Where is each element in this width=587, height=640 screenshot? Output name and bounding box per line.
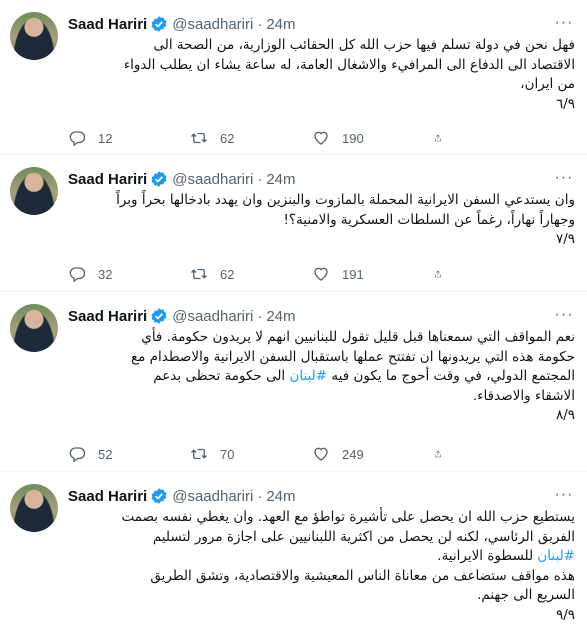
share-icon <box>434 445 442 463</box>
hashtag-link[interactable]: #لبنان <box>289 368 328 384</box>
avatar[interactable] <box>10 167 58 215</box>
reply-count: 32 <box>98 266 113 282</box>
tweet-header <box>68 169 296 189</box>
tweet-2[interactable] <box>0 155 587 292</box>
verified-icon <box>150 307 168 325</box>
tweet-header <box>68 14 296 34</box>
like-count: 249 <box>342 446 364 462</box>
hashtag-link[interactable]: #لبنان <box>537 548 575 564</box>
tweet-text <box>68 191 575 250</box>
tweet-line-head: المجتمع الدولي، في وقت أحوج ما يكون فيه <box>331 368 575 384</box>
more-icon[interactable]: ··· <box>554 306 574 323</box>
avatar[interactable] <box>10 12 58 60</box>
author-handle[interactable]: @saadhariri <box>172 170 254 188</box>
retweet-icon <box>190 265 208 283</box>
like-button[interactable] <box>312 445 434 463</box>
tweet-time[interactable]: 24m <box>266 307 296 325</box>
separator-dot: · <box>257 15 263 33</box>
author-handle[interactable]: @saadhariri <box>172 15 254 33</box>
verified-icon <box>150 15 168 33</box>
like-button[interactable] <box>312 265 434 283</box>
tweet-actions <box>68 264 548 284</box>
tweet-text <box>68 36 575 114</box>
author-handle[interactable]: @saadhariri <box>172 307 254 325</box>
tweet-line: السريع الى جهنم. <box>477 587 575 603</box>
tweet-4[interactable] <box>0 472 587 640</box>
retweet-button[interactable] <box>190 445 312 463</box>
tweet-line <box>68 547 575 567</box>
retweet-icon <box>190 445 208 463</box>
verified-icon <box>150 170 168 188</box>
more-icon[interactable]: ··· <box>554 14 574 31</box>
reply-count: 12 <box>98 130 113 146</box>
tweet-line: حكومة هذه التي يريدونها ان تفتتح عملها باستقبال السفن الايرانية والاصطدام مع <box>130 348 575 365</box>
tweet-line: ٨/٩ <box>555 407 575 423</box>
author-name[interactable]: Saad Hariri <box>68 487 148 505</box>
more-icon[interactable]: ··· <box>554 169 574 186</box>
tweet-time[interactable]: 24m <box>266 15 296 33</box>
retweet-icon <box>190 129 208 147</box>
tweet-time[interactable]: 24m <box>266 487 296 505</box>
tweet-line: ٧/٩ <box>555 231 575 247</box>
verified-icon <box>150 487 168 505</box>
author-handle[interactable]: @saadhariri <box>172 487 254 505</box>
like-count: 191 <box>342 266 364 282</box>
tweet-line: الاقتصاد الى الدفاع الى المرافيء والاشغال العامة، له ساعة يشاء ان يطلب الدواء <box>123 56 575 73</box>
author-name[interactable]: Saad Hariri <box>68 170 148 188</box>
reply-button[interactable] <box>68 129 190 147</box>
reply-button[interactable] <box>68 445 190 463</box>
reply-icon <box>68 445 86 463</box>
like-count: 190 <box>342 130 364 146</box>
separator-dot: · <box>257 307 263 325</box>
tweet-line: الفريق الرئاسي، لكنه لن يحصل من اكثرية اللبنانيين على اجازة مرور لتسليم <box>152 528 575 545</box>
tweet-header <box>68 306 296 326</box>
share-button[interactable] <box>434 265 454 283</box>
tweet-line: ٦/٩ <box>555 95 575 112</box>
tweet-actions <box>68 128 548 148</box>
like-button[interactable] <box>312 129 434 147</box>
tweet-actions <box>68 444 548 464</box>
retweet-button[interactable] <box>190 129 312 147</box>
share-button[interactable] <box>434 129 454 147</box>
reply-button[interactable] <box>68 265 190 283</box>
more-icon[interactable]: ··· <box>554 486 574 503</box>
author-name[interactable]: Saad Hariri <box>68 15 148 33</box>
reply-icon <box>68 129 86 147</box>
like-icon <box>312 129 330 147</box>
separator-dot: · <box>257 487 263 505</box>
retweet-count: 62 <box>220 130 235 146</box>
tweet-line: وان يستدعي السفن الايرانية المحملة بالمازوت والبنزين وان يهدد بادخالها بحراً وبراً <box>116 192 575 208</box>
tweet-text <box>68 328 575 426</box>
tweet-line: من ايران، <box>520 76 575 92</box>
like-icon <box>312 265 330 283</box>
tweet-time[interactable]: 24m <box>266 170 296 188</box>
tweet-line: يستطيع حزب الله ان يحصل على تأشيرة تواطؤ مع العهد. وان يغطي نفسه بصمت <box>121 509 575 525</box>
tweet-line: ٩/٩ <box>555 606 575 623</box>
share-icon <box>434 129 442 147</box>
tweet-1[interactable] <box>0 0 587 155</box>
tweet-line: الاشقاء والاصدقاء. <box>472 387 575 404</box>
share-icon <box>434 265 442 283</box>
tweet-line: فهل نحن في دولة تسلم فيها حزب الله كل الحقائب الوزارية، من الصحة الى <box>153 37 575 53</box>
reply-count: 52 <box>98 446 113 462</box>
separator-dot: · <box>257 170 263 188</box>
tweet-3[interactable] <box>0 292 587 472</box>
tweet-text <box>68 508 575 625</box>
like-icon <box>312 445 330 463</box>
tweet-line-tail: الى حكومة تحظى بدعم <box>153 368 286 384</box>
tweet-line: نعم المواقف التي سمعناها قبل قليل تقول للبنانيين انهم لا يريدون حكومة. فأي <box>141 329 575 345</box>
avatar[interactable] <box>10 484 58 532</box>
retweet-count: 62 <box>220 266 235 282</box>
tweet-line: هذه مواقف ستضاعف من معاناة الناس المعيشية والاقتصادية، وتشق الطريق <box>150 567 575 584</box>
tweet-line <box>68 367 575 387</box>
reply-icon <box>68 265 86 283</box>
tweet-line-tail: للسطوة الايرانية. <box>437 548 534 564</box>
retweet-button[interactable] <box>190 265 312 283</box>
avatar[interactable] <box>10 304 58 352</box>
tweet-line: وجهاراً نهاراً، رغماً عن السلطات العسكرية والامنية؟! <box>283 211 575 228</box>
author-name[interactable]: Saad Hariri <box>68 307 148 325</box>
tweet-header <box>68 486 296 506</box>
share-button[interactable] <box>434 445 454 463</box>
retweet-count: 70 <box>220 446 235 462</box>
